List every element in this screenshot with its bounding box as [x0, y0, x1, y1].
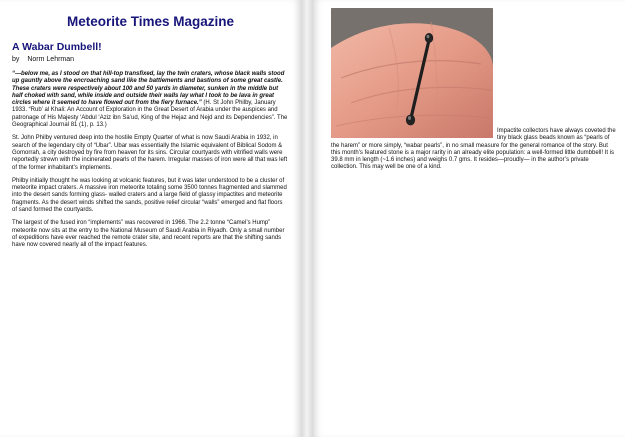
quote-text: “—below me, as I stood on that hill-top transfixed, lay the twin craters, whose black walls stood up gauntly above the encroaching sand like the battlements and bastions of some great castle. These craters were respectively about 100 and 50 yards in diameter, sunken in the middle but half choked with sand, while inside and outside their walls lay what I took to be lava in great circles where it seemed to have flowed out from the fiery furnace.” [12, 71, 285, 107]
paragraph-1: St. John Philby ventured deep into the hostile Empty Quarter of what is now Saudi Arabia in 1932, in search of the legendary city of “Ubar”. Ubar was essentially the Islamic equivalent of Biblical Sodom & Gomorrah, a city destroyed by fire from heaven for its sins. Circular courtyards with vitrified walls were reportedly strewn with the incinerated pearls of the harem. Irregular masses of iron were all that was left of the former inhabitant’s implements. [12, 135, 288, 171]
byline-prefix: by [12, 56, 20, 63]
right-page [313, 0, 625, 437]
article-title: A Wabar Dumbell! [12, 41, 102, 53]
left-page [0, 0, 301, 437]
quote-citation: (H. St John Philby, January 1933. “Rub’ al Khali: An Account of Exploration in the Great Desert of Arabia under the auspices and patronage of His Majesty ‘Abdul ‘Aziz ibn Sa’ud, King of the Hejaz and Nejd and its Dependencies”. The Geographical Journal 81 (1), p. 13.) [12, 100, 288, 129]
byline [12, 56, 289, 63]
book-gutter [301, 0, 313, 437]
paragraph-3: The largest of the fused iron “implements” was recovered in 1966. The 2.2 tonne “Camel’s Hump” meteorite now sits at the entry to the National Museum of Saudi Arabia in Riyadh. Only a small number of expeditions have ever reached the remote crater site, and recent reports are that the shifting sands have now covered nearly all of the impact features. [12, 220, 285, 249]
paragraph-2: Philby initially thought he was looking at volcanic features, but it was later understood to be a cluster of meteorite impact craters. A massive iron meteorite totaling some 3500 tonnes fragmented and slammed into the desert sands forming glass- walled craters and a large field of glassy impactites and meteorite fragments. As the desert winds shifted the sands, positive relief circular “walls” emerged and flat floors of sand formed the courtyards. [12, 177, 287, 214]
magazine-title: Meteorite Times Magazine [66, 14, 235, 29]
opening-quote [12, 71, 289, 129]
dumbbell-photo [331, 8, 493, 138]
hand-holding-dumbbell-icon [331, 8, 493, 138]
right-paragraph: Impactite collectors have always coveted the tiny black glass beads known as “pearls of the harem” or more simply, “wabar pearls”, in no small measure for the general romance of the story. But this month’s featured stone is a major rarity in an already elite population: a well-formed little dumbbell! It is 39.8 mm in length (~1.6 inches) and weighs 0.7 gms. It resides—proudly— in the author’s private collection. This may well be one of a kind. [331, 128, 616, 171]
author-name: Norm Lehrman [27, 56, 75, 63]
